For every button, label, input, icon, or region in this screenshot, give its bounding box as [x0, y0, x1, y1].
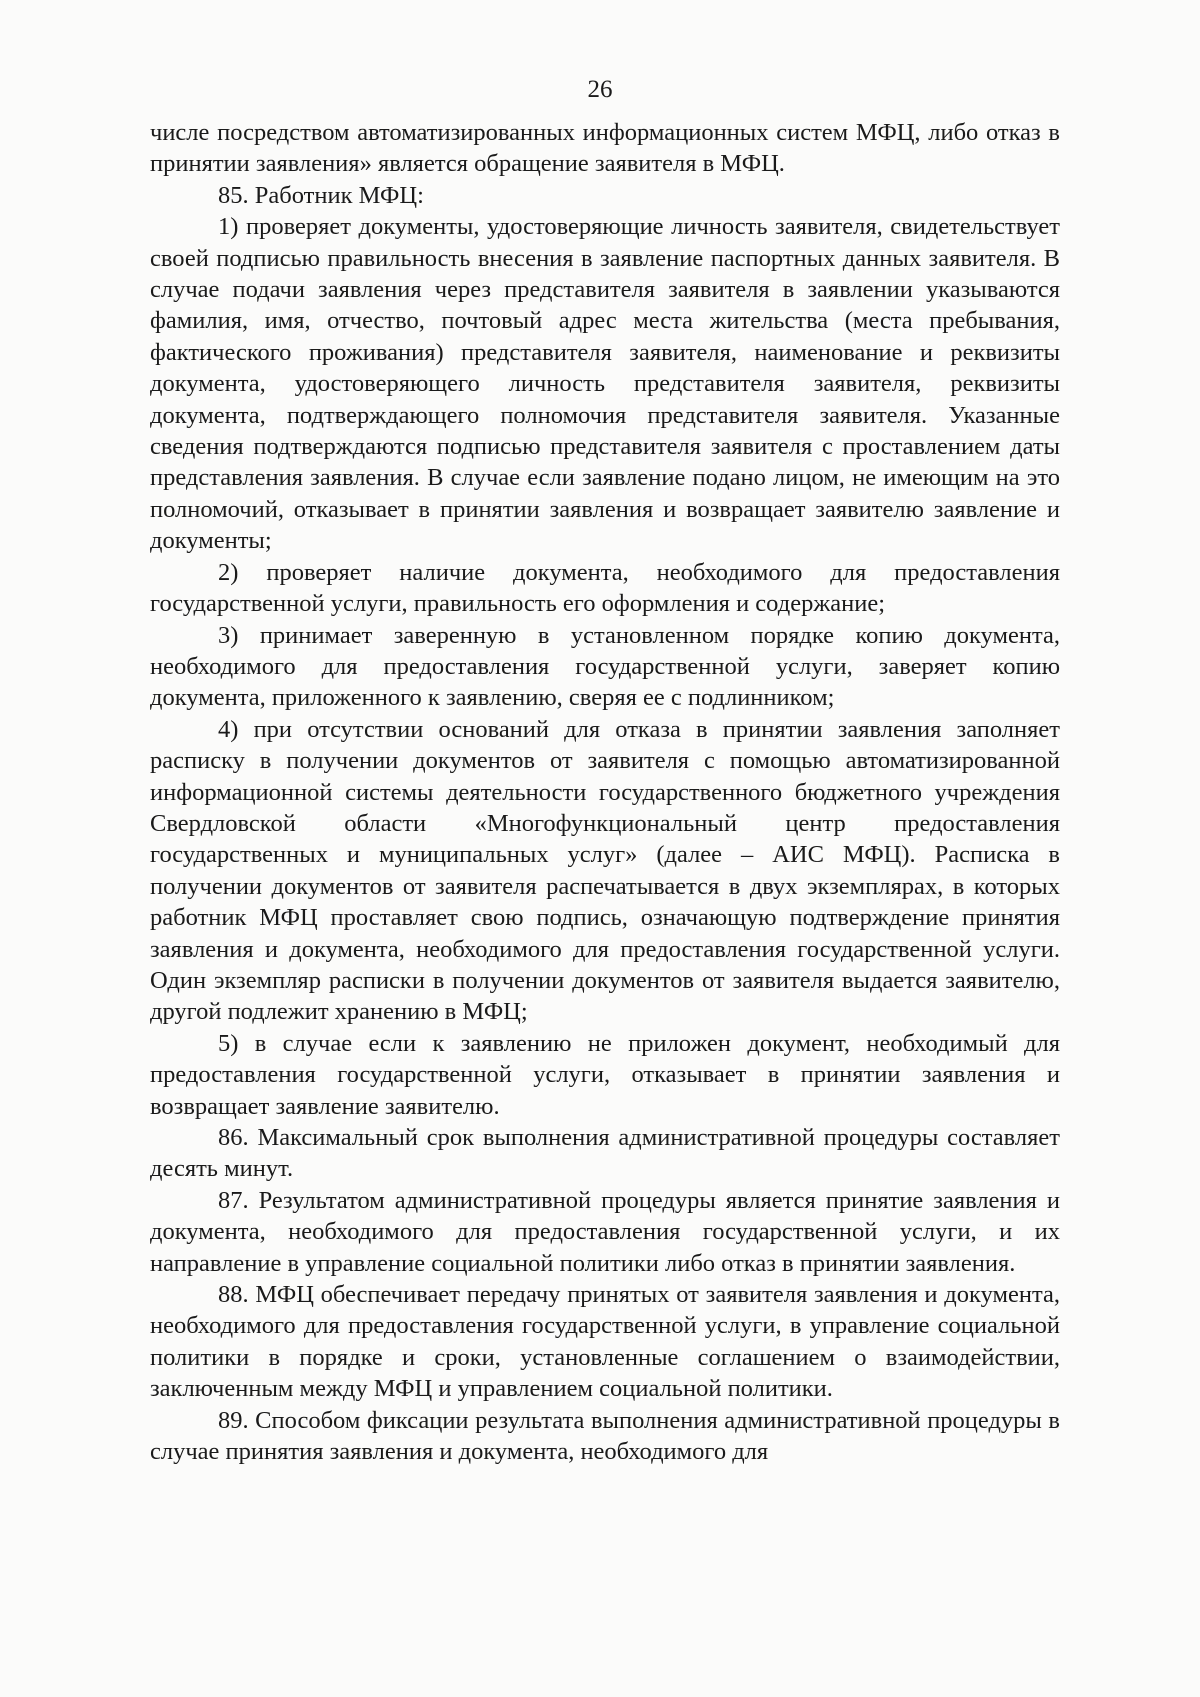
paragraph-85-item-2: 2) проверяет наличие документа, необходимого для предоставления государственной услуги, правильность его оформления и содержание; — [150, 558, 1060, 618]
paragraph-85-item-1: 1) проверяет документы, удостоверяющие личность заявителя, свидетельствует своей подписью правильность внесения в заявление паспортных данных заявителя. В случае подачи заявления через представителя заявителя в заявлении указываются фамилия, имя, отчество, почтовый адрес места жительства (места пребывания, фактического проживания) представителя заявителя, наименование и реквизиты документа, удостоверяющего личность представителя заявителя, реквизиты документа, подтверждающего полномочия представителя заявителя. Указанные сведения подтверждаются подписью представителя заявителя с проставлением даты представления заявления. В случае если заявление подано лицом, не имеющим на это полномочий, отказывает в принятии заявления и возвращает заявителю заявление и документы; — [150, 213, 1060, 555]
paragraph-continuation: числе посредством автоматизированных информационных систем МФЦ, либо отказ в принятии заявления» является обращение заявителя в МФЦ. — [150, 119, 1060, 178]
paragraph-89: 89. Способом фиксации результата выполнения административной процедуры в случае принятия заявления и документа, необходимого для — [150, 1406, 1060, 1466]
paragraph-85-item-5: 5) в случае если к заявлению не приложен документ, необходимый для предоставления государственной услуги, отказывает в принятии заявления и возвращает заявление заявителю. — [150, 1029, 1060, 1120]
paragraph-88: 88. МФЦ обеспечивает передачу принятых от заявителя заявления и документа, необходимого для предоставления государственной услуги, в управление социальной политики в порядке и сроки, установленные соглашением о взаимодействии, заключенным между МФЦ и управлением социальной политики. — [150, 1281, 1060, 1403]
paragraph-85-item-3: 3) принимает заверенную в установленном порядке копию документа, необходимого для предоставления государственной услуги, заверяет копию документа, приложенного к заявлению, сверяя ее с подлинником; — [150, 621, 1060, 712]
page-number: 26 — [587, 76, 613, 103]
paragraph-85-heading: 85. Работник МФЦ: — [218, 181, 424, 209]
body-text — [150, 117, 1060, 1467]
paragraph-87: 87. Результатом административной процедуры является принятие заявления и документа, необходимого для предоставления государственной услуги, и их направление в управление социальной политики либо отказ в принятии заявления. — [150, 1186, 1060, 1277]
paragraph-86: 86. Максимальный срок выполнения административной процедуры составляет десять минут. — [150, 1124, 1060, 1183]
paragraph-85-item-4: 4) при отсутствии оснований для отказа в принятии заявления заполняет расписку в получении документов от заявителя с помощью автоматизированной информационной системы деятельности государственного бюджетного учреждения Свердловской области «Многофункциональный центр предоставления государственных и муниципальных услуг» (далее – АИС МФЦ). Расписка в получении документов от заявителя распечатывается в двух экземплярах, в которых работник МФЦ проставляет свою подпись, означающую подтверждение принятия заявления и документа, необходимого для предоставления государственной услуги. Один экземпляр расписки в получении документов от заявителя выдается заявителю, другой подлежит хранению в МФЦ; — [150, 715, 1060, 1026]
